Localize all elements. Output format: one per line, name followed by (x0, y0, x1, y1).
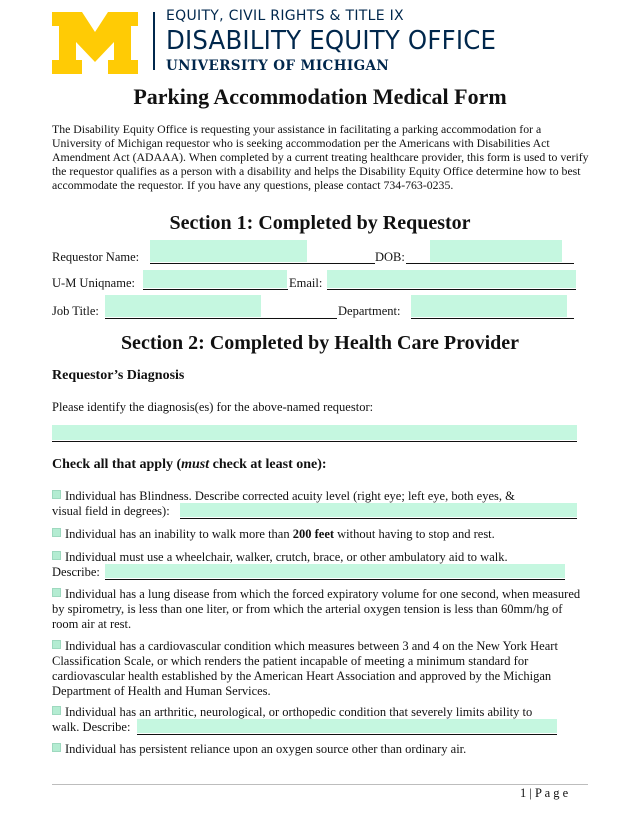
header-office-name: DISABILITY EQUITY OFFICE (166, 26, 497, 56)
ambulatory-describe-input[interactable] (105, 564, 565, 578)
intro-paragraph (52, 122, 592, 192)
item-text: Individual has an arthritic, neurological, or orthopedic condition that severely limits ability to (65, 705, 533, 719)
requestor-name-underline (150, 263, 375, 264)
item-text: Individual has Blindness. Describe corrected acuity level (right eye; left eye, both eyes, & (65, 489, 515, 503)
email-underline (327, 289, 576, 290)
footer-rule (52, 784, 588, 785)
arthritic-describe-input[interactable] (137, 719, 557, 733)
job-title-underline (105, 318, 337, 319)
check-heading-pre: Check all that apply ( (52, 457, 182, 472)
uniqname-input[interactable] (143, 270, 287, 288)
header-university: UNIVERSITY OF MICHIGAN (166, 58, 390, 74)
header-divider (153, 12, 155, 70)
blindness-describe-input[interactable] (180, 503, 577, 517)
describe-label: Describe: (52, 565, 100, 579)
checkbox-cardiovascular[interactable] (52, 640, 61, 649)
check-heading-emphasis: must (181, 457, 210, 472)
checklist-item-oxygen (52, 742, 592, 757)
department-input[interactable] (411, 295, 567, 317)
checkbox-oxygen[interactable] (52, 743, 61, 752)
email-label: Email: (289, 276, 323, 290)
uniqname-label: U-M Uniqname: (52, 276, 135, 290)
block-m-logo-icon (52, 12, 138, 74)
checkbox-walk-200[interactable] (52, 528, 61, 537)
checkbox-blindness[interactable] (52, 490, 61, 499)
dob-underline (406, 263, 574, 264)
checklist-item-cardiovascular (52, 639, 582, 699)
item-text: Individual has an inability to walk more than (65, 527, 293, 541)
checkbox-arthritic[interactable] (52, 706, 61, 715)
checkbox-lung-disease[interactable] (52, 588, 61, 597)
section2-heading: Section 2: Completed by Health Care Provider (120, 332, 520, 354)
dob-input[interactable] (430, 240, 562, 262)
check-heading-post: check at least one): (209, 457, 327, 472)
item-text-continued: visual field in degrees): (52, 504, 170, 518)
item-text: Individual has a lung disease from which the forced expiratory volume for one second, when measured by spirometry, is less than one liter, or from which the arterial oxygen tension is less than 60mm/hg of room air at rest. (52, 587, 581, 631)
diagnosis-underline (52, 441, 577, 442)
header-office-line: EQUITY, CIVIL RIGHTS & TITLE IX (166, 8, 404, 24)
item-text-continued: walk. Describe: (52, 720, 131, 734)
checklist-item-walk-200 (52, 527, 592, 542)
arthritic-underline (137, 734, 557, 735)
requestor-name-input[interactable] (150, 240, 307, 262)
checkbox-ambulatory-aid[interactable] (52, 551, 61, 560)
diagnosis-prompt: Please identify the diagnosis(es) for the above-named requestor: (52, 400, 374, 414)
checklist-item-lung-disease (52, 587, 582, 632)
blindness-underline (180, 518, 577, 519)
diagnosis-input[interactable] (52, 425, 577, 440)
email-input[interactable] (327, 270, 576, 288)
item-text-continued: without having to stop and rest. (334, 527, 495, 541)
department-label: Department: (338, 304, 401, 318)
job-title-label: Job Title: (52, 304, 99, 318)
page-number: 1 | P a g e (520, 786, 569, 800)
intro-text: The Disability Equity Office is requesting your assistance in facilitating a parking accommodation for a University of Michigan requestor who is seeking accommodation per the Americans with Disabilities Act Amendment Act (ADAAA). When completed by a current treating healthcare provider, this form is used to verify the requestor qualifies as a person with a disability and helps the Disability Equity Office determine how to best accommodate the requestor. If you have any questions, please contact 734-763-0235. (52, 122, 589, 192)
dob-label: DOB: (375, 250, 405, 264)
item-text: Individual must use a wheelchair, walker, crutch, brace, or other ambulatory aid to walk. (65, 550, 508, 564)
uniqname-underline (143, 289, 288, 290)
diagnosis-heading: Requestor’s Diagnosis (52, 368, 185, 383)
section1-heading: Section 1: Completed by Requestor (169, 212, 471, 234)
job-title-input[interactable] (105, 295, 261, 317)
requestor-name-label: Requestor Name: (52, 250, 140, 264)
check-all-heading (52, 457, 327, 473)
item-text-bold: 200 feet (292, 527, 335, 541)
department-underline (411, 318, 574, 319)
ambulatory-underline (105, 579, 565, 580)
page-title: Parking Accommodation Medical Form (133, 84, 507, 109)
item-text: Individual has a cardiovascular condition which measures between 3 and 4 on the New York Heart Classification Scale, or which renders the patient incapable of meeting a minimum standard for cardiovascular health established by the American Heart Association and approved by the Michigan Department of Health and Human Services. (52, 639, 558, 698)
item-text: Individual has persistent reliance upon an oxygen source other than ordinary air. (65, 742, 467, 756)
